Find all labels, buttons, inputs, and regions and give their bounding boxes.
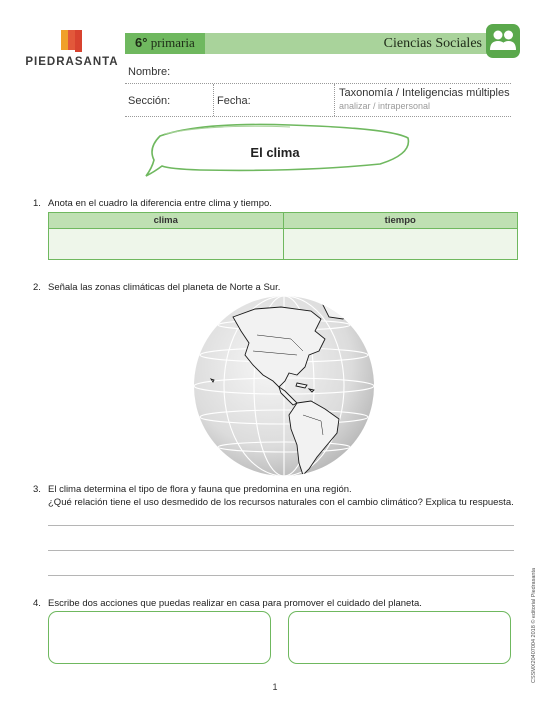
question-text: Señala las zonas climáticas del planeta de Norte a Sur. [48, 282, 281, 293]
question-number: 2. [33, 282, 41, 293]
column-header-clima: clima [153, 215, 178, 226]
question-number: 4. [33, 598, 41, 609]
subject-title: Ciencias Sociales [383, 36, 482, 51]
answer-line[interactable] [48, 550, 514, 551]
question-4 [33, 597, 422, 610]
question-3 [33, 483, 514, 509]
grade-label [125, 33, 205, 54]
worksheet-title: El clima [250, 145, 300, 160]
clima-tiempo-table [48, 212, 518, 260]
page-number: 1 [272, 682, 278, 692]
question-number: 3. [33, 484, 41, 495]
name-label: Nombre: [128, 66, 171, 78]
logo-text: PIEDRASANTA [25, 56, 119, 68]
question-1 [33, 197, 272, 210]
column-header-tiempo: tiempo [283, 213, 518, 228]
question-number: 1. [33, 198, 41, 209]
question-text-continuation: ¿Qué relación tiene el uso desmedido de los recursos naturales con el cambio climático? Explica tu respuesta. [48, 497, 514, 508]
grade-level: primaria [150, 35, 195, 50]
publisher-logo [22, 30, 122, 68]
question-text: Escribe dos acciones que puedas realizar en casa para promover el cuidado del planeta. [48, 598, 422, 609]
taxonomy-subtitle: analizar / intrapersonal [339, 101, 431, 111]
name-field-line[interactable] [125, 83, 511, 84]
question-text: Anota en el cuadro la diferencia entre clima y tiempo. [48, 198, 272, 209]
divider [213, 84, 214, 116]
book-logo-icon [61, 30, 83, 52]
answer-cell-clima[interactable] [49, 229, 283, 259]
header-bottom-line [125, 116, 511, 117]
answer-line[interactable] [48, 525, 514, 526]
divider [334, 84, 335, 116]
question-text: El clima determina el tipo de flora y fauna que predomina en una región. [48, 484, 352, 495]
people-icon [489, 28, 517, 54]
answer-box-2[interactable] [288, 611, 511, 664]
answer-line[interactable] [48, 575, 514, 576]
grade-number: 6° [135, 35, 148, 50]
group-work-badge [486, 24, 520, 58]
taxonomy-title: Taxonomía / Inteligencias múltiples [339, 87, 510, 99]
question-2 [33, 281, 280, 294]
answer-box-1[interactable] [48, 611, 271, 664]
globe-americas-image[interactable] [193, 295, 375, 477]
answer-cell-tiempo[interactable] [283, 229, 518, 259]
section-label: Sección: [128, 95, 171, 107]
date-label: Fecha: [217, 95, 251, 107]
copyright-note: CSSMX20407004 2018 © editorial Piedrasanta [531, 567, 537, 683]
